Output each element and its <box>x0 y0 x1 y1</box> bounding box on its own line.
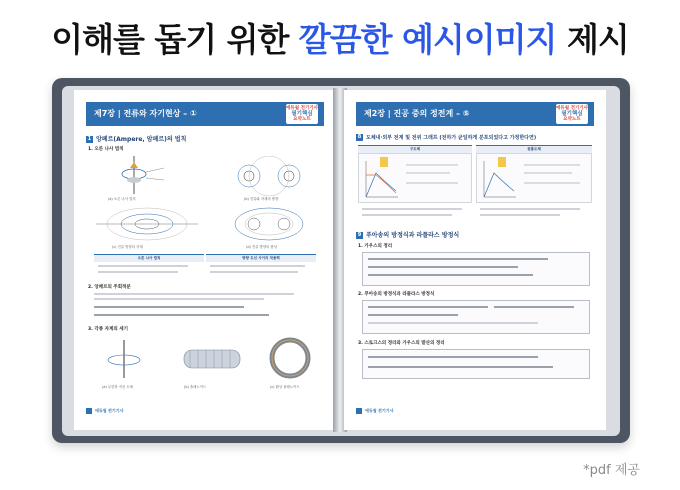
pdf-footnote: *pdf 제공 <box>583 463 640 478</box>
footer-brand: 에듀윌 전기기사 <box>95 408 124 413</box>
text-line <box>94 298 264 300</box>
chapter-bar <box>86 102 324 126</box>
page-number-mark <box>356 408 362 414</box>
logo-top: 에듀윌 전기기사 <box>556 106 588 111</box>
section-title: 푸아송의 방정식과 라플라스 방정식 <box>366 232 460 239</box>
subheading-2: 2. 앙페르의 주회적분 <box>88 285 131 290</box>
table-header-2: 방향 도선 사이의 작용력 <box>206 254 316 262</box>
chapter-bar <box>356 102 594 126</box>
formula-line <box>494 306 574 308</box>
formula-line <box>368 274 533 276</box>
subheading-3: 3. 각종 자계의 세기 <box>88 327 128 332</box>
chapter-title: 제2장 | 진공 중의 정전계 – ⑤ <box>364 109 470 118</box>
section-heading <box>86 134 186 143</box>
table-row-line <box>210 271 298 273</box>
subheading-2: 2. 푸아송의 방정식과 라플라스 방정식 <box>358 292 435 297</box>
table-row-line <box>98 265 188 267</box>
logo-bottom: 요약노트 <box>563 117 581 122</box>
table-header-1: 오른 나사 법칙 <box>94 254 204 262</box>
chapter-title: 제7장 | 전류와 자기현상 – ① <box>94 109 197 118</box>
text-line <box>368 322 538 324</box>
subheading-1: 1. 오른 나사 법칙 <box>88 147 124 152</box>
right-page <box>344 90 606 430</box>
formula-line <box>94 306 244 308</box>
logo-top: 에듀윌 전기기사 <box>286 106 318 111</box>
formula-box <box>362 349 590 379</box>
formula-line <box>368 306 488 308</box>
section-heading <box>356 134 536 141</box>
book-logo <box>556 104 588 124</box>
bottom-caption-a: (a) 무한장 직선 도체 <box>102 385 133 389</box>
book-logo <box>286 104 318 124</box>
bottom-caption-c: (c) 환상 솔레노이드 <box>270 385 300 389</box>
formula-line <box>368 366 553 368</box>
headline-part3: 제시 <box>566 20 629 59</box>
section-heading <box>356 230 459 239</box>
field-potential-graphs <box>358 153 592 203</box>
logo-middle: 필기핵심 <box>561 110 583 117</box>
figure-caption-a: (a) 오른 나사 법칙 <box>108 197 136 201</box>
logo-middle: 필기핵심 <box>291 110 313 117</box>
text-line <box>94 293 294 295</box>
section-number: 8 <box>357 134 362 140</box>
column-head-sphere: 구도체 <box>358 145 472 153</box>
section-number: 1 <box>87 136 92 142</box>
table-row-line <box>98 271 178 273</box>
field-strength-figures <box>94 336 324 382</box>
text-line <box>480 208 580 210</box>
formula-line <box>94 314 269 316</box>
text-line <box>362 208 462 210</box>
headline-part1: 이해를 돕기 위한 <box>51 20 289 59</box>
text-line <box>362 214 452 216</box>
combined-field-figure <box>219 204 319 244</box>
logo-bottom: 요약노트 <box>293 117 311 122</box>
column-head-cylinder: 원통도체 <box>476 145 592 153</box>
footer-brand: 에듀윌 전기기사 <box>365 408 394 413</box>
figure-caption-b: (b) 전류와 자계의 방향 <box>244 197 279 201</box>
page-number-mark <box>86 408 92 414</box>
section-title: 앙페르(Ampere, 암페르)의 법칙 <box>96 136 187 143</box>
bottom-caption-b: (b) 솔레노이드 <box>184 385 207 389</box>
table-row-line <box>210 265 305 267</box>
right-screw-figure <box>94 154 194 196</box>
page-footer <box>356 408 594 414</box>
current-field-figure <box>92 204 202 244</box>
subheading-3: 3. 스토크스의 정리와 가우스의 발산의 정리 <box>358 341 445 346</box>
formula-line <box>368 258 548 260</box>
page-footer <box>86 408 324 414</box>
left-page <box>74 90 336 430</box>
page-headline <box>0 14 680 61</box>
formula-line <box>368 314 458 316</box>
figure-caption-c: (c) 전류 방향과 자계 <box>112 245 143 249</box>
text-line <box>480 214 560 216</box>
section-title: 도체내·외부 전계 및 전위 그래프 (전하가 균일하게 분포되었다고 가정한다면) <box>366 135 537 141</box>
headline-highlight: 깔끔한 예시이미지 <box>298 20 557 59</box>
subheading-1: 1. 가우스의 정리 <box>358 244 393 249</box>
section-number: 9 <box>357 232 362 238</box>
formula-line <box>368 266 518 268</box>
field-lines-figure <box>219 156 319 196</box>
figure-caption-d: (d) 전류 방향의 합성 <box>246 245 277 249</box>
formula-line <box>368 356 538 358</box>
